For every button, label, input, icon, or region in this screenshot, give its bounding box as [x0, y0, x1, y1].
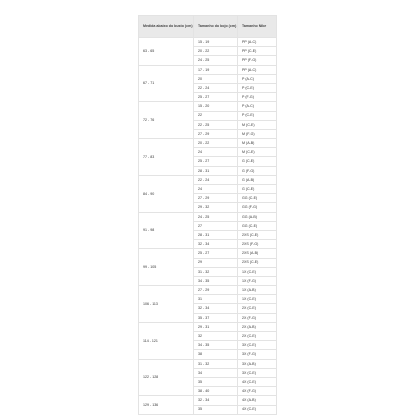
table-row [139, 212, 277, 221]
nike-size-cell: M (C-E) [238, 120, 277, 129]
cup-size-cell: 34 - 35 [194, 276, 238, 285]
nike-size-cell: M (F-G) [238, 129, 277, 138]
nike-size-cell: 2XS (A-B) [238, 249, 277, 258]
cup-size-cell: 28 - 31 [194, 166, 238, 175]
nike-size-cell: 2XS (C-E) [238, 230, 277, 239]
cup-size-cell: 38 - 40 [194, 387, 238, 396]
cup-size-cell: 17 - 19 [194, 65, 238, 74]
cup-size-cell: 32 - 34 [194, 396, 238, 405]
nike-size-cell: G (F-G) [238, 166, 277, 175]
nike-size-cell: 3X (A-B) [238, 359, 277, 368]
cup-size-cell: 24 [194, 185, 238, 194]
nike-size-cell: 1X (A-B) [238, 286, 277, 295]
underbust-range-cell: 106 - 113 [139, 286, 194, 323]
table-row [139, 249, 277, 258]
underbust-range-cell: 67 - 71 [139, 65, 194, 102]
size-chart-table [138, 15, 277, 415]
nike-size-cell: M (A-B) [238, 139, 277, 148]
table-row [139, 65, 277, 74]
cup-size-cell: 38 [194, 350, 238, 359]
table-body [139, 38, 277, 415]
cup-size-cell: 32 - 34 [194, 240, 238, 249]
nike-size-cell: 1X (F-G) [238, 276, 277, 285]
cup-size-cell: 22 - 24 [194, 175, 238, 184]
header-underbust: Medida abaixo do busto (cm) [139, 16, 194, 38]
cup-size-cell: 22 - 24 [194, 83, 238, 92]
nike-size-cell: M (C-E) [238, 148, 277, 157]
table-row [139, 38, 277, 47]
cup-size-cell: 25 - 27 [194, 93, 238, 102]
nike-size-cell: 2XS (C-E) [238, 258, 277, 267]
nike-size-cell: P (C-E) [238, 83, 277, 92]
table-row [139, 286, 277, 295]
nike-size-cell: 2X (C-E) [238, 332, 277, 341]
cup-size-cell: 31 [194, 295, 238, 304]
nike-size-cell: 2X (A-B) [238, 322, 277, 331]
nike-size-cell: GG (A-B) [238, 212, 277, 221]
nike-size-cell: G (C-E) [238, 185, 277, 194]
underbust-range-cell: 91 - 98 [139, 212, 194, 249]
cup-size-cell: 34 - 35 [194, 341, 238, 350]
cup-size-cell: 35 [194, 405, 238, 414]
underbust-range-cell: 84 - 90 [139, 175, 194, 212]
nike-size-cell: 2X (C-E) [238, 304, 277, 313]
cup-size-cell: 15 - 19 [194, 38, 238, 47]
nike-size-cell: PP (F-G) [238, 56, 277, 65]
table-row [139, 359, 277, 368]
cup-size-cell: 20 - 22 [194, 47, 238, 56]
table-row [139, 175, 277, 184]
cup-size-cell: 27 [194, 221, 238, 230]
cup-size-cell: 28 - 31 [194, 230, 238, 239]
table-row [139, 396, 277, 405]
cup-size-cell: 29 - 31 [194, 322, 238, 331]
cup-size-cell: 31 - 32 [194, 267, 238, 276]
cup-size-cell: 24 [194, 148, 238, 157]
cup-size-cell: 25 - 27 [194, 157, 238, 166]
header-nike-size: Tamanho Nike [238, 16, 277, 38]
nike-size-cell: GG (C-E) [238, 221, 277, 230]
nike-size-cell: 4X (C-E) [238, 377, 277, 386]
cup-size-cell: 34 [194, 368, 238, 377]
underbust-range-cell: 114 - 121 [139, 322, 194, 359]
cup-size-cell: 29 [194, 258, 238, 267]
table-row [139, 322, 277, 331]
nike-size-cell: 3X (C-E) [238, 368, 277, 377]
underbust-range-cell: 63 - 65 [139, 38, 194, 66]
table-row [139, 139, 277, 148]
cup-size-cell: 29 - 32 [194, 203, 238, 212]
underbust-range-cell: 99 - 105 [139, 249, 194, 286]
table-header-row [139, 16, 277, 38]
nike-size-cell: 4X (C-E) [238, 405, 277, 414]
cup-size-cell: 32 - 34 [194, 304, 238, 313]
nike-size-cell: 2XS (F-G) [238, 240, 277, 249]
nike-size-cell: P (A-C) [238, 74, 277, 83]
nike-size-cell: G (C-E) [238, 157, 277, 166]
nike-size-cell: PP (A-C) [238, 65, 277, 74]
nike-size-cell: GG (C-E) [238, 194, 277, 203]
underbust-range-cell: 72 - 76 [139, 102, 194, 139]
cup-size-cell: 31 - 32 [194, 359, 238, 368]
cup-size-cell: 20 - 22 [194, 139, 238, 148]
nike-size-cell: 3X (C-E) [238, 341, 277, 350]
cup-size-cell: 27 - 29 [194, 129, 238, 138]
cup-size-cell: 32 [194, 332, 238, 341]
nike-size-cell: 1X (C-E) [238, 295, 277, 304]
cup-size-cell: 15 - 20 [194, 102, 238, 111]
cup-size-cell: 27 - 29 [194, 286, 238, 295]
underbust-range-cell: 129 - 136 [139, 396, 194, 414]
cup-size-cell: 35 - 37 [194, 313, 238, 322]
nike-size-cell: 4X (F-G) [238, 387, 277, 396]
cup-size-cell: 25 - 27 [194, 249, 238, 258]
nike-size-cell: 1X (C-E) [238, 267, 277, 276]
nike-size-cell: 4X (A-B) [238, 396, 277, 405]
underbust-range-cell: 122 - 128 [139, 359, 194, 396]
table-row [139, 102, 277, 111]
nike-size-cell: P (C-E) [238, 111, 277, 120]
cup-size-cell: 22 - 25 [194, 120, 238, 129]
cup-size-cell: 27 - 29 [194, 194, 238, 203]
nike-size-cell: 2X (F-G) [238, 313, 277, 322]
underbust-range-cell: 77 - 83 [139, 139, 194, 176]
cup-size-cell: 35 [194, 377, 238, 386]
nike-size-cell: G (A-B) [238, 175, 277, 184]
nike-size-cell: P (A-C) [238, 102, 277, 111]
cup-size-cell: 24 - 25 [194, 212, 238, 221]
cup-size-cell: 24 - 25 [194, 56, 238, 65]
nike-size-cell: PP (A-C) [238, 38, 277, 47]
cup-size-cell: 20 [194, 74, 238, 83]
nike-size-cell: 3X (F-G) [238, 350, 277, 359]
nike-size-cell: P (F-G) [238, 93, 277, 102]
cup-size-cell: 22 [194, 111, 238, 120]
header-cup-size: Tamanho do bojo (cm) [194, 16, 238, 38]
nike-size-cell: GG (F-G) [238, 203, 277, 212]
nike-size-cell: PP (C-E) [238, 47, 277, 56]
